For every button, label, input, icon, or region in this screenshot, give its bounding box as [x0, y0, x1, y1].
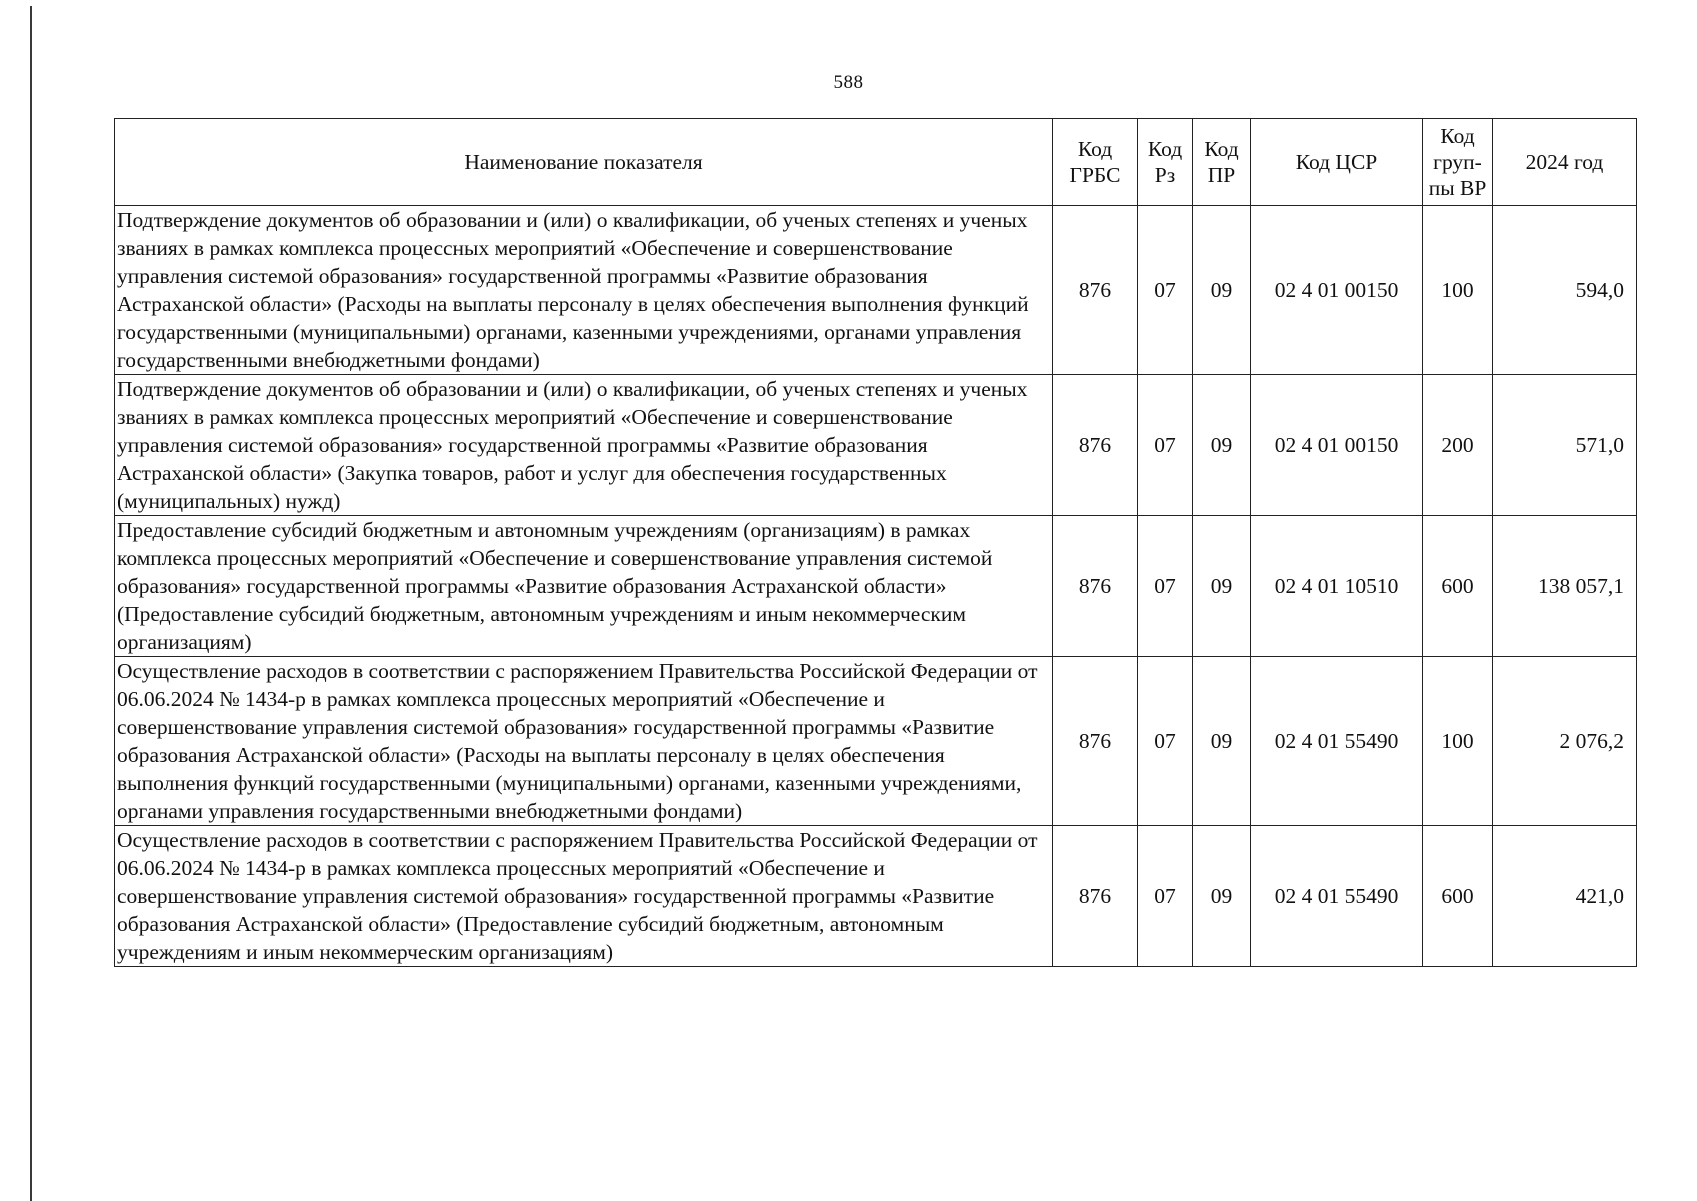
header-name: Наименование показателя — [115, 119, 1053, 206]
row-name: Предоставление субсидий бюджетным и автономным учреждениям (организациям) в рамках комплекса процессных мероприятий «Обеспечение и совершенствование управления системой образования» государственной программы «Развитие образования Астраханской области» (Предоставление субсидий бюджетным, автономным учреждениям и иным некоммерческим организациям) — [115, 516, 1053, 657]
header-grbs: Код ГРБС — [1053, 119, 1138, 206]
row-grbs: 876 — [1053, 375, 1138, 516]
row-grbs: 876 — [1053, 206, 1138, 375]
row-vr: 100 — [1423, 206, 1493, 375]
row-grbs: 876 — [1053, 826, 1138, 967]
row-csr: 02 4 01 00150 — [1251, 375, 1423, 516]
row-csr: 02 4 01 00150 — [1251, 206, 1423, 375]
row-pr: 09 — [1193, 375, 1251, 516]
row-rz: 07 — [1138, 206, 1193, 375]
row-pr: 09 — [1193, 657, 1251, 826]
row-name: Осуществление расходов в соответствии с распоряжением Правительства Российской Федерации от 06.06.2024 № 1434-р в рамках комплекса процессных мероприятий «Обеспечение и совершенствование управления системой образования» государственной программы «Развитие образования Астраханской области» (Предоставление субсидий бюджетным, автономным учреждениям и иным некоммерческим организациям) — [115, 826, 1053, 967]
row-pr: 09 — [1193, 826, 1251, 967]
row-name: Подтверждение документов об образовании и (или) о квалификации, об ученых степенях и ученых званиях в рамках комплекса процессных мероприятий «Обеспечение и совершенствование управления системой образования» государственной программы «Развитие образования Астраханской области» (Расходы на выплаты персоналу в целях обеспечения выполнения функций государственными (муниципальными) органами, казенными учреждениями, органами управления государственными внебюджетными фондами) — [115, 206, 1053, 375]
page-margin-line — [30, 6, 32, 1201]
header-year: 2024 год — [1493, 119, 1637, 206]
header-row — [115, 119, 1637, 206]
row-pr: 09 — [1193, 206, 1251, 375]
table-row — [115, 206, 1637, 375]
row-vr: 600 — [1423, 826, 1493, 967]
row-amount: 571,0 — [1493, 375, 1637, 516]
row-csr: 02 4 01 10510 — [1251, 516, 1423, 657]
row-grbs: 876 — [1053, 657, 1138, 826]
row-rz: 07 — [1138, 375, 1193, 516]
row-vr: 100 — [1423, 657, 1493, 826]
row-rz: 07 — [1138, 657, 1193, 826]
header-csr: Код ЦСР — [1251, 119, 1423, 206]
row-csr: 02 4 01 55490 — [1251, 657, 1423, 826]
header-pr: Код ПР — [1193, 119, 1251, 206]
row-amount: 594,0 — [1493, 206, 1637, 375]
row-name: Осуществление расходов в соответствии с распоряжением Правительства Российской Федерации от 06.06.2024 № 1434-р в рамках комплекса процессных мероприятий «Обеспечение и совершенствование управления системой образования» государственной программы «Развитие образования Астраханской области» (Расходы на выплаты персоналу в целях обеспечения выполнения функций государственными (муниципальными) органами, казенными учреждениями, органами управления государственными внебюджетными фондами) — [115, 657, 1053, 826]
page-number: 588 — [833, 72, 864, 93]
table-header — [115, 119, 1637, 206]
table-row — [115, 516, 1637, 657]
row-pr: 09 — [1193, 516, 1251, 657]
table-row — [115, 657, 1637, 826]
row-amount: 421,0 — [1493, 826, 1637, 967]
row-rz: 07 — [1138, 516, 1193, 657]
row-amount: 2 076,2 — [1493, 657, 1637, 826]
row-amount: 138 057,1 — [1493, 516, 1637, 657]
table-row — [115, 826, 1637, 967]
budget-table — [114, 118, 1637, 967]
row-grbs: 876 — [1053, 516, 1138, 657]
row-vr: 200 — [1423, 375, 1493, 516]
header-vr: Код груп-пы ВР — [1423, 119, 1493, 206]
row-rz: 07 — [1138, 826, 1193, 967]
table-body — [115, 206, 1637, 967]
header-rz: Код Рз — [1138, 119, 1193, 206]
row-csr: 02 4 01 55490 — [1251, 826, 1423, 967]
row-name: Подтверждение документов об образовании и (или) о квалификации, об ученых степенях и ученых званиях в рамках комплекса процессных мероприятий «Обеспечение и совершенствование управления системой образования» государственной программы «Развитие образования Астраханской области» (Закупка товаров, работ и услуг для обеспечения государственных (муниципальных) нужд) — [115, 375, 1053, 516]
row-vr: 600 — [1423, 516, 1493, 657]
table-row — [115, 375, 1637, 516]
